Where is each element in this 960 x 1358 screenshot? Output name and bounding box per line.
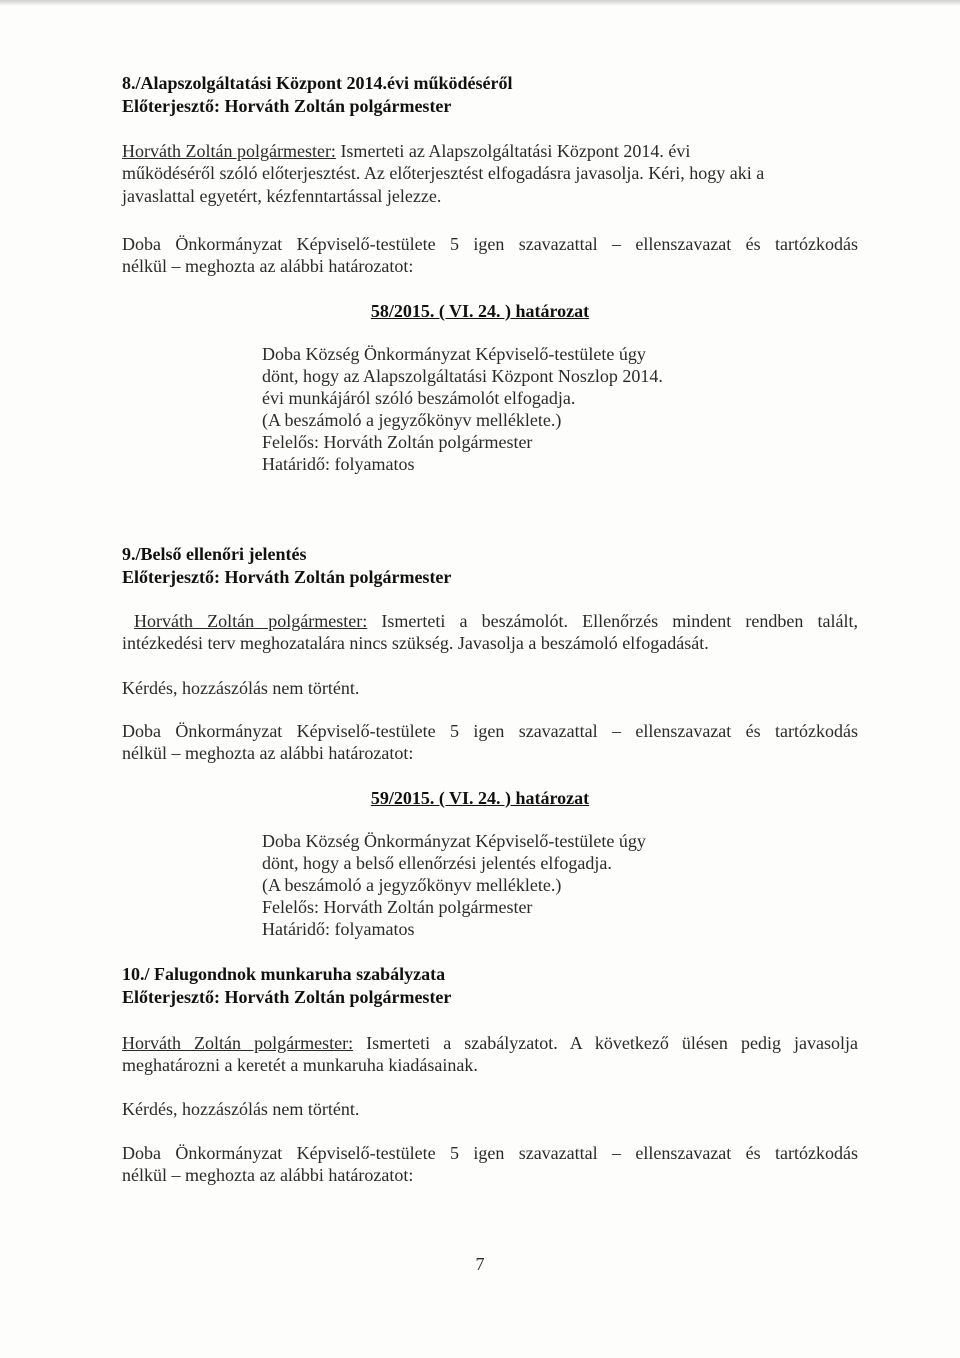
section-9-vote-line-2: nélkül – meghozta az alábbi határozatot: [122, 743, 414, 763]
resolution-59-line-5: Határidő: folyamatos [262, 919, 415, 939]
speaker-name: Horváth Zoltán polgármester: [122, 141, 336, 161]
speech-text: Ismerteti a szabályzatot. A következő ülésen pedig javasolja [366, 1033, 858, 1053]
section-9-vote-line-1: Doba Önkormányzat Képviselő-testülete 5 igen szavazattal – ellenszavazat és tartózkodás [122, 721, 858, 741]
section-8-vote-line-2: nélkül – meghozta az alábbi határozatot: [122, 256, 414, 276]
resolution-59-line-3: (A beszámoló a jegyzőkönyv melléklete.) [262, 875, 562, 895]
section-10-speech-line-2: meghatározni a keretét a munkaruha kiadásainak. [122, 1055, 478, 1075]
page-number: 7 [475, 1254, 485, 1274]
section-10-speech-line-1 [122, 1032, 858, 1054]
section-10-vote-line-1: Doba Önkormányzat Képviselő-testülete 5 igen szavazattal – ellenszavazat és tartózkodás [122, 1143, 858, 1163]
section-8-presenter: Előterjesztő: Horváth Zoltán polgármester [122, 96, 452, 116]
section-9-speech-line-1 [134, 610, 858, 632]
resolution-58-line-2: dönt, hogy az Alapszolgáltatási Központ Noszlop 2014. [262, 366, 663, 386]
section-9-question: Kérdés, hozzászólás nem történt. [122, 678, 360, 698]
section-8-speech-line-3: javaslattal egyetért, kézfenntartással jelezze. [122, 186, 442, 206]
resolution-59-line-1: Doba Község Önkormányzat Képviselő-testülete úgy [262, 831, 646, 851]
scan-edge [0, 0, 960, 6]
section-9-speech-line-2: intézkedési terv meghozatalára nincs szükség. Javasolja a beszámoló elfogadását. [122, 633, 709, 653]
resolution-58-line-3: évi munkájáról szóló beszámolót elfogadja. [262, 388, 576, 408]
section-9-presenter: Előterjesztő: Horváth Zoltán polgármester [122, 567, 452, 587]
speech-text: Ismerteti a beszámolót. Ellenőrzés mindent rendben talált, [381, 611, 858, 631]
section-9-title: 9./Belső ellenőri jelentés [122, 544, 307, 564]
speaker-name: Horváth Zoltán polgármester: [134, 611, 368, 631]
section-8-title: 8./Alapszolgáltatási Központ 2014.évi működéséről [122, 73, 513, 93]
resolution-58-line-4: (A beszámoló a jegyzőkönyv melléklete.) [262, 410, 562, 430]
resolution-59-title: 59/2015. ( VI. 24. ) határozat [370, 788, 590, 808]
section-8-speech-line-2: működéséről szóló előterjesztést. Az előterjesztést elfogadásra javasolja. Kéri, hogy aki a [122, 163, 765, 183]
resolution-59-line-4: Felelős: Horváth Zoltán polgármester [262, 897, 533, 917]
resolution-59-line-2: dönt, hogy a belső ellenőrzési jelentés elfogadja. [262, 853, 612, 873]
section-10-vote-line-2: nélkül – meghozta az alábbi határozatot: [122, 1165, 414, 1185]
speaker-name: Horváth Zoltán polgármester: [122, 1033, 354, 1053]
resolution-58-line-6: Határidő: folyamatos [262, 454, 415, 474]
section-8-speech-line-1 [122, 140, 690, 162]
section-10-presenter: Előterjesztő: Horváth Zoltán polgármester [122, 987, 452, 1007]
resolution-58-title: 58/2015. ( VI. 24. ) határozat [370, 301, 590, 321]
section-8-vote-line-1: Doba Önkormányzat Képviselő-testülete 5 igen szavazattal – ellenszavazat és tartózkodás [122, 234, 858, 254]
speech-text: Ismerteti az Alapszolgáltatási Központ 2014. évi [340, 141, 691, 161]
section-10-question: Kérdés, hozzászólás nem történt. [122, 1099, 360, 1119]
section-10-title: 10./ Falugondnok munkaruha szabályzata [122, 964, 446, 984]
resolution-58-line-5: Felelős: Horváth Zoltán polgármester [262, 432, 533, 452]
resolution-58-line-1: Doba Község Önkormányzat Képviselő-testülete úgy [262, 344, 646, 364]
